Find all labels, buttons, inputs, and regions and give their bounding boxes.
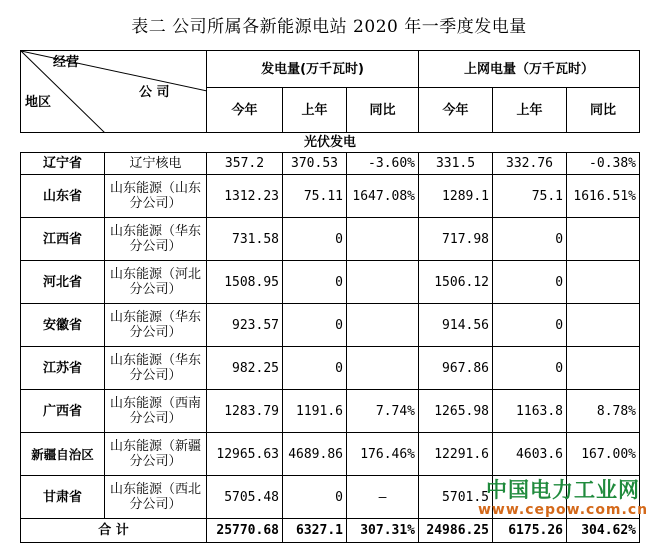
table-row — [21, 390, 640, 433]
diagonal-lines — [21, 51, 207, 133]
gen-this-cell: 1283.79 — [207, 390, 283, 433]
table-row — [21, 347, 640, 390]
gen-this-cell: 5705.48 — [207, 476, 283, 519]
total-gen-this: 25770.68 — [207, 519, 283, 543]
company-cell: 山东能源（西北分公司） — [105, 476, 207, 519]
gen-this-cell: 357.2 — [207, 153, 283, 175]
gen-last-cell: 0 — [283, 261, 347, 304]
header-gen-yoy: 同比 — [347, 88, 419, 133]
grid-this-cell: 717.98 — [419, 218, 493, 261]
header-grid: 上网电量（万千瓦时） — [419, 51, 640, 88]
region-cell: 安徽省 — [21, 304, 105, 347]
grid-last-cell: 75.1 — [493, 175, 567, 218]
header-generation: 发电量(万千瓦时) — [207, 51, 419, 88]
table-row — [21, 433, 640, 476]
grid-yoy-cell: 1616.51% — [567, 175, 640, 218]
grid-this-cell: 1506.12 — [419, 261, 493, 304]
grid-yoy-cell: 167.00% — [567, 433, 640, 476]
section-label: 光伏发电 — [21, 133, 640, 153]
grid-last-cell — [493, 476, 567, 519]
gen-last-cell: 4689.86 — [283, 433, 347, 476]
gen-this-cell: 1312.23 — [207, 175, 283, 218]
watermark-site-name: 中国电力工业网 — [486, 478, 640, 502]
total-grid-this: 24986.25 — [419, 519, 493, 543]
grid-yoy-cell — [567, 218, 640, 261]
gen-yoy-cell: 7.74% — [347, 390, 419, 433]
grid-yoy-cell — [567, 476, 640, 519]
grid-yoy-cell — [567, 347, 640, 390]
company-cell: 辽宁核电 — [105, 153, 207, 175]
grid-this-cell: 331.5 — [419, 153, 493, 175]
total-grid-yoy: 304.62% — [567, 519, 640, 543]
company-cell: 山东能源（华东分公司） — [105, 347, 207, 390]
gen-yoy-cell: 176.46% — [347, 433, 419, 476]
grid-yoy-cell: -0.38% — [567, 153, 640, 175]
region-cell: 江苏省 — [21, 347, 105, 390]
grid-this-cell: 5701.5 — [419, 476, 493, 519]
gen-last-cell: 0 — [283, 347, 347, 390]
gen-last-cell: 0 — [283, 476, 347, 519]
gen-last-cell: 75.11 — [283, 175, 347, 218]
gen-yoy-cell — [347, 261, 419, 304]
header-grid-this-year: 今年 — [419, 88, 493, 133]
gen-this-cell: 1508.95 — [207, 261, 283, 304]
company-cell: 山东能源（西南分公司） — [105, 390, 207, 433]
table-row — [21, 175, 640, 218]
grid-last-cell: 0 — [493, 218, 567, 261]
grid-this-cell: 914.56 — [419, 304, 493, 347]
gen-this-cell: 731.58 — [207, 218, 283, 261]
gen-this-cell: 12965.63 — [207, 433, 283, 476]
header-region: 地区 — [25, 95, 52, 110]
gen-yoy-cell: — — [347, 476, 419, 519]
grid-this-cell: 12291.6 — [419, 433, 493, 476]
company-cell: 山东能源（新疆分公司） — [105, 433, 207, 476]
grid-yoy-cell: 8.78% — [567, 390, 640, 433]
grid-this-cell: 1265.98 — [419, 390, 493, 433]
table-row — [21, 261, 640, 304]
header-grid-yoy: 同比 — [567, 88, 640, 133]
gen-last-cell: 370.53 — [283, 153, 347, 175]
gen-yoy-cell: 1647.08% — [347, 175, 419, 218]
company-cell: 山东能源（华东分公司） — [105, 218, 207, 261]
grid-last-cell: 0 — [493, 261, 567, 304]
grid-yoy-cell — [567, 304, 640, 347]
company-cell: 山东能源（山东分公司） — [105, 175, 207, 218]
header-grid-last-year: 上年 — [493, 88, 567, 133]
header-company: 公 司 — [139, 85, 170, 100]
company-cell: 山东能源（河北分公司） — [105, 261, 207, 304]
grid-last-cell: 1163.8 — [493, 390, 567, 433]
region-cell: 辽宁省 — [21, 153, 105, 175]
table-row — [21, 153, 640, 175]
grid-yoy-cell — [567, 261, 640, 304]
page-title: 表二 公司所属各新能源电站 2020 年一季度发电量 — [131, 17, 527, 37]
total-gen-yoy: 307.31% — [347, 519, 419, 543]
grid-last-cell: 0 — [493, 304, 567, 347]
gen-yoy-cell — [347, 347, 419, 390]
header-business: 经营 — [53, 55, 80, 70]
gen-yoy-cell — [347, 304, 419, 347]
gen-last-cell: 0 — [283, 218, 347, 261]
gen-yoy-cell — [347, 218, 419, 261]
total-row — [21, 519, 640, 543]
total-grid-last: 6175.26 — [493, 519, 567, 543]
region-cell: 甘肃省 — [21, 476, 105, 519]
total-label: 合 计 — [21, 519, 207, 543]
gen-this-cell: 982.25 — [207, 347, 283, 390]
generation-table — [20, 50, 640, 543]
gen-this-cell: 923.57 — [207, 304, 283, 347]
table-row — [21, 304, 640, 347]
region-cell: 新疆自治区 — [21, 433, 105, 476]
header-gen-last-year: 上年 — [283, 88, 347, 133]
table-row — [21, 218, 640, 261]
grid-last-cell: 4603.6 — [493, 433, 567, 476]
watermark-url: www.cepow.com.cn — [478, 502, 649, 518]
header-gen-this-year: 今年 — [207, 88, 283, 133]
region-cell: 广西省 — [21, 390, 105, 433]
region-cell: 山东省 — [21, 175, 105, 218]
gen-last-cell: 0 — [283, 304, 347, 347]
corner-header-cell — [21, 51, 207, 133]
grid-this-cell: 967.86 — [419, 347, 493, 390]
region-cell: 河北省 — [21, 261, 105, 304]
region-cell: 江西省 — [21, 218, 105, 261]
grid-this-cell: 1289.1 — [419, 175, 493, 218]
gen-yoy-cell: -3.60% — [347, 153, 419, 175]
gen-last-cell: 1191.6 — [283, 390, 347, 433]
company-cell: 山东能源（华东分公司） — [105, 304, 207, 347]
grid-last-cell: 0 — [493, 347, 567, 390]
total-gen-last: 6327.1 — [283, 519, 347, 543]
table-row — [21, 476, 640, 519]
grid-last-cell: 332.76 — [493, 153, 567, 175]
